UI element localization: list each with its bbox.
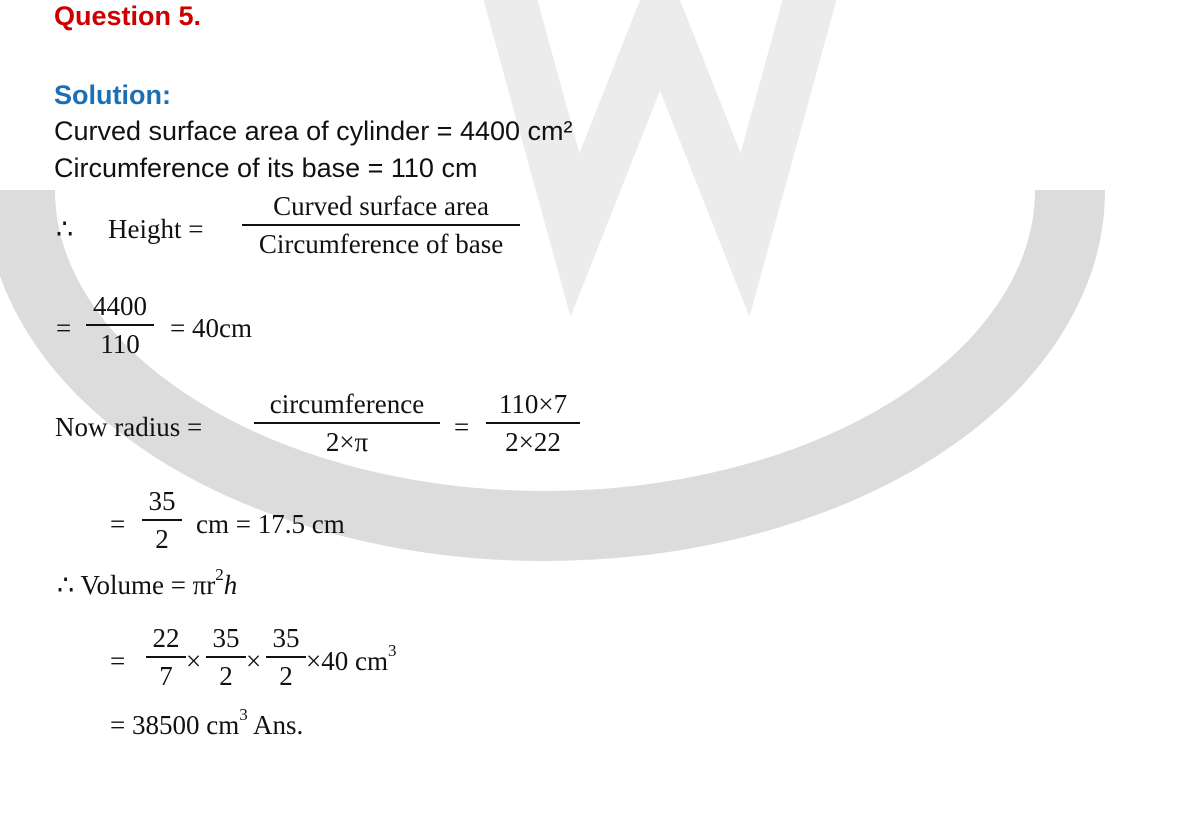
given-circumference: Circumference of its base = 110 cm <box>54 153 478 183</box>
fraction-denominator: 2×22 <box>505 427 561 457</box>
therefore-symbol: ∴ <box>56 214 74 244</box>
radius-fraction-1 <box>254 388 440 458</box>
fraction-bar <box>146 656 186 658</box>
height-result: = 40cm <box>170 313 252 343</box>
equals-sign: = <box>110 509 126 539</box>
equals-sign: = <box>56 313 72 343</box>
volume-fraction-1 <box>146 622 186 692</box>
fraction-bar <box>254 422 440 424</box>
height-label: Height = <box>108 214 204 244</box>
given-curved-surface-area: Curved surface area of cylinder = 4400 cm² <box>54 116 573 146</box>
equals-sign: = <box>454 412 470 442</box>
final-answer <box>110 705 304 741</box>
fraction-numerator: 35 <box>272 623 300 653</box>
fraction-bar <box>486 422 580 424</box>
fraction-bar <box>242 224 520 226</box>
answer-suffix: Ans. <box>247 710 304 740</box>
fraction-denominator: 110 <box>100 329 140 359</box>
radius-label: Now radius = <box>55 412 203 442</box>
fraction-denominator: 2 <box>155 524 169 554</box>
fraction-denominator: 7 <box>159 661 173 691</box>
question-title: Question 5. <box>54 1 202 31</box>
height-value-fraction <box>86 290 154 360</box>
height-denominator: Circumference of base <box>258 229 504 259</box>
volume-formula <box>57 565 238 601</box>
volume-fraction-2 <box>206 622 246 692</box>
fraction-numerator: 35 <box>148 486 176 516</box>
radius-fraction-2 <box>486 388 580 458</box>
fraction-denominator: 2 <box>219 661 233 691</box>
fraction-denominator: 2 <box>279 661 293 691</box>
exponent: 3 <box>239 705 248 724</box>
volume-fraction-3 <box>266 622 306 692</box>
fraction-numerator: 22 <box>152 623 180 653</box>
volume-calc-text: ×40 cm <box>306 646 388 676</box>
volume-calc-tail <box>306 641 397 677</box>
fraction-bar <box>266 656 306 658</box>
radius-result: cm = 17.5 cm <box>196 509 345 539</box>
answer-value: = 38500 cm <box>110 710 240 740</box>
fraction-numerator: 35 <box>212 623 240 653</box>
height-variable: h <box>223 570 238 600</box>
fraction-numerator: circumference <box>269 389 425 419</box>
solution-title: Solution: <box>54 80 171 110</box>
fraction-bar <box>142 519 182 521</box>
exponent: 3 <box>387 641 397 660</box>
volume-formula-text: ∴ Volume = πr <box>57 570 216 600</box>
fraction-bar <box>206 656 246 658</box>
equals-sign: = <box>110 646 126 676</box>
exponent: 2 <box>215 565 224 584</box>
radius-value-fraction <box>142 485 182 555</box>
height-fraction <box>242 190 520 260</box>
fraction-denominator: 2×π <box>325 427 369 457</box>
fraction-numerator: 4400 <box>93 291 147 321</box>
fraction-bar <box>86 324 154 326</box>
times-sign: × <box>246 646 262 676</box>
fraction-numerator: 110×7 <box>498 389 568 419</box>
times-sign: × <box>186 646 202 676</box>
height-numerator: Curved surface area <box>273 191 489 221</box>
